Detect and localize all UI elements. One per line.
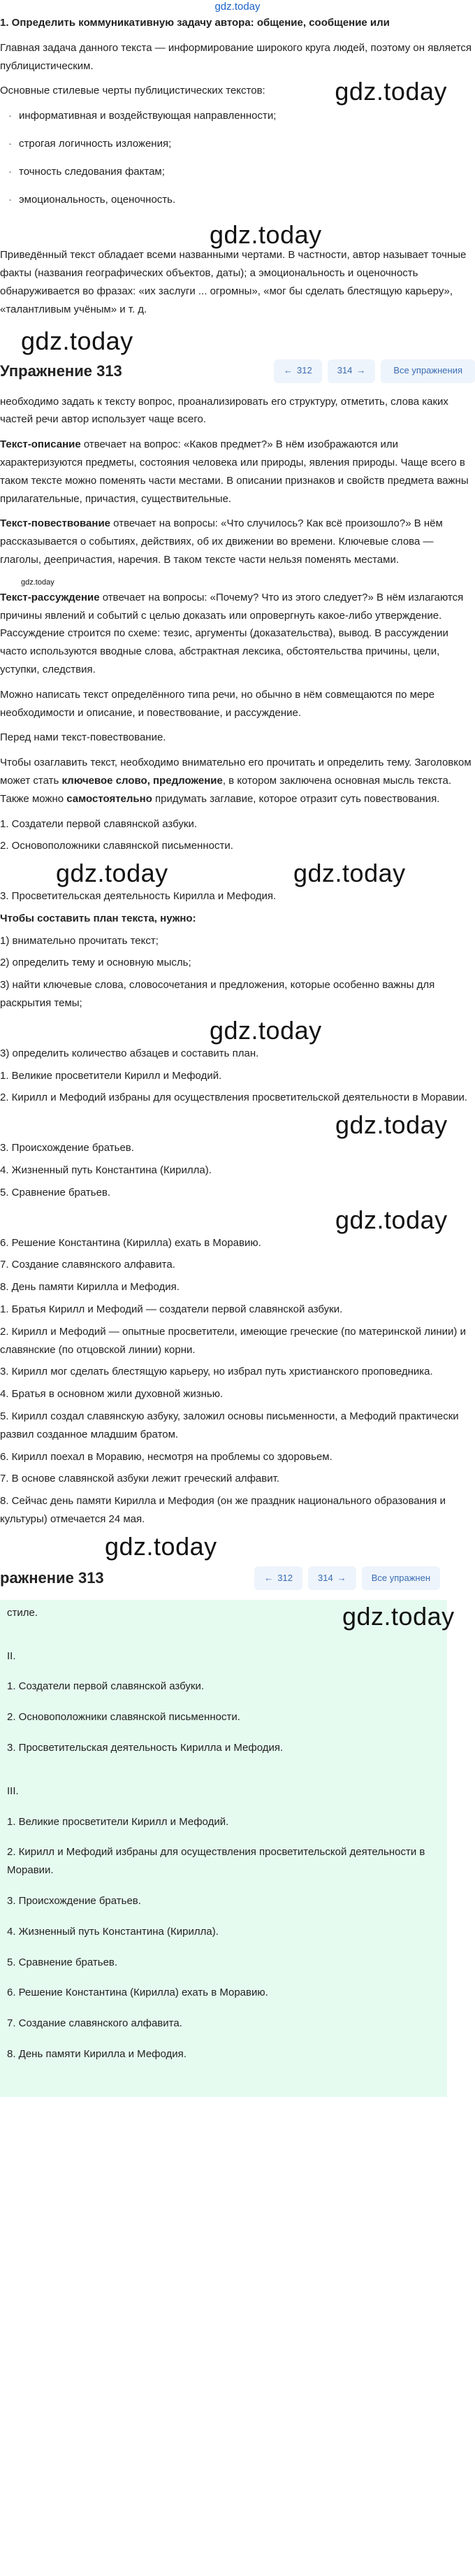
next-exercise-button[interactable] — [308, 1566, 356, 1590]
all-exercises-button[interactable] — [381, 359, 475, 383]
list-item: 2. Кирилл и Мефодий — опытные просветители, имеющие греческие (по материнской линии) и славянские (по отцовской линии) корни. — [0, 1325, 466, 1356]
list-item: 3. Просветительская деятельность Кирилла и Мефодия. — [0, 890, 277, 903]
list-item: 1. Создатели первой славянской азбуки. — [7, 1680, 205, 1693]
watermark: gdz.today — [293, 859, 406, 888]
watermark: gdz.today — [335, 77, 447, 106]
fragment: стиле. — [7, 1606, 38, 1619]
list-item: 7. В основе славянской азбуки лежит греческий алфавит. — [0, 1473, 279, 1485]
list-item: 7. Создание славянского алфавита. — [0, 1259, 175, 1271]
watermark: gdz.today — [335, 1205, 448, 1234]
watermark: gdz.today — [56, 859, 168, 888]
list-item: 4. Жизненный путь Константина (Кирилла). — [0, 1164, 212, 1177]
paragraph: Перед нами текст-повествование. — [0, 731, 166, 744]
features-intro: Основные стилевые черты публицистических текстов: — [0, 85, 265, 97]
list-item: 2. Основоположники славянской письменности. — [7, 1711, 240, 1724]
list-item: 6. Решение Константина (Кирилла) ехать в Моравию. — [7, 1987, 268, 1999]
paragraph-title-rule — [0, 754, 475, 808]
list-item: 8. День памяти Кирилла и Мефодия. — [7, 2047, 187, 2060]
watermark: gdz.today — [105, 1531, 217, 1561]
list-item: 4. Жизненный путь Константина (Кирилла). — [7, 1925, 219, 1938]
list-item: 6. Решение Константина (Кирилла) ехать в Моравию. — [0, 1236, 261, 1249]
paragraph-reasoning — [0, 589, 475, 679]
list-item: · строгая логичность изложения; — [8, 135, 475, 153]
exercise-title: Упражнение 313 — [0, 362, 122, 380]
list-item: 3. Кирилл мог сделать блестящую карьеру, но избрал путь христианского проповедника. — [0, 1366, 433, 1378]
list-item: 6. Кирилл поехал в Моравию, несмотря на проблемы со здоровьем. — [0, 1450, 332, 1463]
list-item: 3) найти ключевые слова, словосочетания и предложения, которые особенно важны для раскрытия темы; — [0, 979, 435, 1010]
top-watermark: gdz.today — [214, 1, 261, 13]
list-item: 1. Великие просветители Кирилл и Мефодий. — [7, 1815, 229, 1828]
next-exercise-button[interactable] — [328, 359, 376, 383]
paragraph-description — [0, 436, 475, 508]
roman-heading: II. — [7, 1650, 16, 1662]
roman-heading: III. — [7, 1784, 19, 1797]
next-label: 314 — [337, 365, 353, 376]
text: придумать заглавие, которое отразит суть повествования. — [152, 792, 440, 805]
list-item: 2) определить тему и основную мысль; — [0, 957, 191, 969]
list-item: 5. Сравнение братьев. — [7, 1956, 118, 1968]
exercise-title: ражнение 313 — [0, 1568, 104, 1587]
list-item: 1) внимательно прочитать текст; — [0, 934, 159, 947]
answer-block — [0, 1600, 455, 2097]
paragraph: Приведённый текст обладает всеми названными чертами. В частности, автор называет точные факты (названия географических объектов, даты); а эмоциональность и оценочность обнаруживается во фразах: «их заслуги ... огромны», «мог бы сделать блестящую карьеру», «талантливым учёным» и т. д. — [0, 249, 467, 315]
paragraph: необходимо задать к тексту вопрос, проанализировать его структуру, отметить, слова каких частей речи автор использует чаще всего. — [0, 395, 448, 426]
all-label: Все упражнения — [393, 365, 462, 376]
list-item: 3. Происхождение братьев. — [7, 1894, 141, 1907]
section-heading: 1. Определить коммуникативную задачу автора: общение, сообщение или — [0, 17, 390, 29]
all-exercises-button[interactable] — [362, 1566, 440, 1590]
list-item: 4. Братья в основном жили духовной жизнью. — [0, 1388, 224, 1401]
term: Текст-рассуждение — [0, 591, 100, 603]
watermark: gdz.today — [342, 1601, 455, 1631]
list-item: 3. Просветительская деятельность Кирилла и Мефодия. — [7, 1742, 284, 1754]
arrow-left-icon: ← — [264, 1572, 274, 1583]
list-item: · точность следования фактам; — [8, 163, 475, 181]
exercise-bar — [0, 1561, 440, 1596]
all-label: Все упражнен — [371, 1572, 430, 1583]
list-item: 7. Создание славянского алфавита. — [7, 2017, 182, 2030]
paragraph: Можно написать текст определённого типа речи, но обычно в нём совмещаются по мере необходимости и описание, и повествование, и рассуждение. — [0, 688, 435, 719]
list-item: 3) определить количество абзацев и составить план. — [0, 1047, 259, 1059]
text-bold: самостоятельно — [66, 792, 152, 805]
list-item: 2. Основоположники славянской письменности. — [0, 840, 233, 852]
exercise-nav — [249, 1566, 440, 1590]
arrow-left-icon: ← — [283, 365, 293, 376]
list-item: · информативная и воздействующая направленности; — [8, 107, 475, 125]
term-text: отвечает на вопросы: «Что случилось? Как всё произошло?» В нём рассказывается о событиях, действиях, об их движении во времени. Ключевые слова — глаголы, деепричастия, наречия. В таком тексте части нельзя поменять местами. — [0, 517, 443, 566]
list-item: 2. Кирилл и Мефодий избраны для осуществления просветительской деятельности в Моравии. — [7, 1846, 425, 1877]
list-item: 5. Кирилл создал славянскую азбуку, заложил основы письменности, а Мефодий практически развил созданное младшим братом. — [0, 1410, 459, 1440]
text-bold: ключевое слово, предложение — [61, 774, 223, 787]
paragraph: Главная задача данного текста — информирование широкого круга людей, поэтому он является публицистическим. — [0, 41, 472, 72]
watermark: gdz.today — [21, 326, 133, 355]
watermark: gdz.today — [210, 220, 322, 250]
section-publicistic — [0, 14, 475, 354]
list-item: 5. Сравнение братьев. — [0, 1186, 111, 1198]
term: Текст-описание — [0, 438, 81, 451]
exercise-nav — [268, 359, 475, 383]
watermark: gdz.today — [21, 578, 54, 587]
plan-rule-title: Чтобы составить план текста, нужно: — [0, 912, 196, 924]
paragraph-narration — [0, 515, 475, 568]
prev-exercise-button[interactable] — [274, 359, 322, 383]
arrow-right-icon: → — [337, 1572, 346, 1583]
list-item: 8. День памяти Кирилла и Мефодия. — [0, 1281, 180, 1294]
term: Текст-повествование — [0, 517, 111, 530]
watermark: gdz.today — [210, 1015, 322, 1045]
text: , в котором заключена основная мысль текста. Также можно — [0, 774, 452, 805]
exercise-bar — [0, 354, 475, 389]
list-item: 1. Великие просветители Кирилл и Мефодий. — [0, 1069, 222, 1082]
watermark: gdz.today — [335, 1110, 448, 1140]
term-text: отвечает на вопросы: «Почему? Что из этого следует?» В нём излагаются причины явлений и событий с целью доказать или опровергнуть какое-либо утверждение. Рассуждение строится по схеме: тезис, аргументы (доказательства), вывод. В рассуждении часто используются вводные слова, абстрактная лексика, обстоятельства причины, цели, уступки, следствия. — [0, 591, 464, 675]
list-item: 2. Кирилл и Мефодий избраны для осуществления просветительской деятельности в Моравии. — [0, 1092, 468, 1104]
term-text: отвечает на вопрос: «Каков предмет?» В нём изображаются или характеризуются предметы, состояния человека или природы, явления природы. Чаще всего в таком тексте можно поменять части местами. В описании признаков и свойств предмета важны прилагательные, причастия, существительные. — [0, 438, 469, 505]
section-analysis — [0, 393, 475, 1561]
prev-exercise-button[interactable] — [254, 1566, 302, 1590]
prev-label: 312 — [296, 365, 312, 376]
list-item: · эмоциональность, оценочность. — [8, 191, 475, 209]
list-item: 1. Братья Кирилл и Мефодий — создатели первой славянской азбуки. — [0, 1303, 343, 1316]
list-item: 3. Происхождение братьев. — [0, 1142, 134, 1154]
list-item: 8. Сейчас день памяти Кирилла и Мефодия (он же праздник национального образования и культуры) отмечается 24 мая. — [0, 1495, 446, 1526]
list-item: 1. Создатели первой славянской азбуки. — [0, 817, 198, 830]
arrow-right-icon: → — [356, 365, 366, 376]
features-list — [0, 107, 475, 208]
text: Чтобы озаглавить текст, необходимо внимательно его прочитать и определить тему. Заголовком может стать — [0, 757, 472, 787]
next-label: 314 — [318, 1572, 333, 1583]
prev-label: 312 — [277, 1572, 293, 1583]
